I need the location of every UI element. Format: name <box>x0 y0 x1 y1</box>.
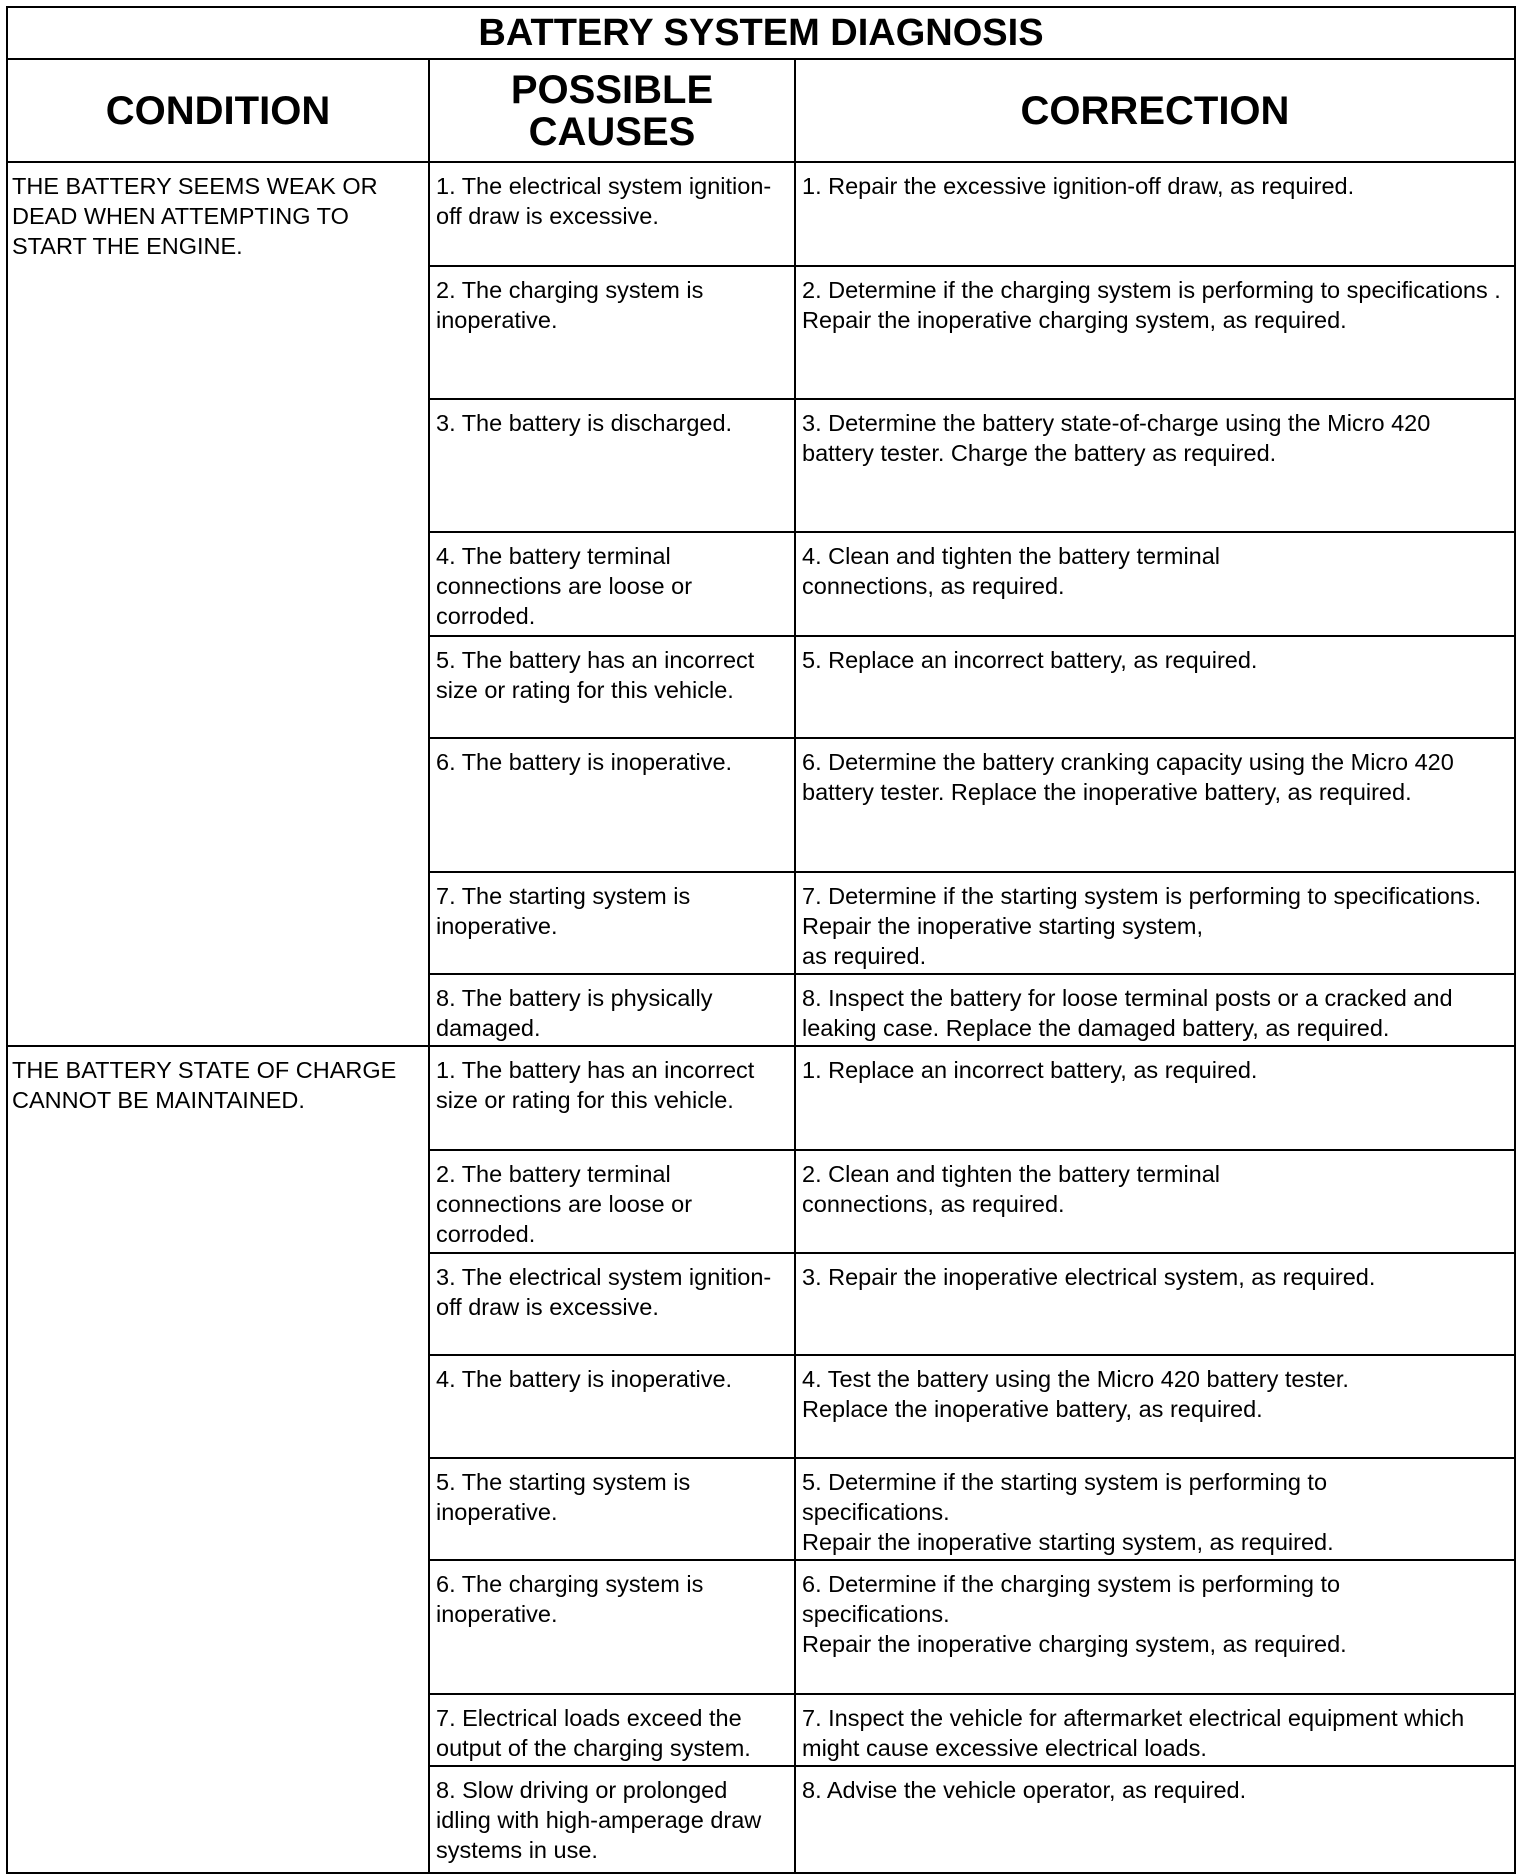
cause-cell: 5. The starting system is inoperative. <box>429 1458 795 1560</box>
correction-cell: 3. Repair the inoperative electrical system, as required. <box>795 1253 1515 1355</box>
correction-cell: 1. Replace an incorrect battery, as required. <box>795 1046 1515 1150</box>
cause-cell: 7. The starting system is inoperative. <box>429 872 795 974</box>
cause-cell: 2. The charging system is inoperative. <box>429 266 795 399</box>
correction-cell: 8. Advise the vehicle operator, as required. <box>795 1766 1515 1873</box>
cause-cell: 8. Slow driving or prolonged idling with high-amperage draw systems in use. <box>429 1766 795 1873</box>
header-condition: CONDITION <box>7 59 429 162</box>
cause-cell: 2. The battery terminal connections are loose or corroded. <box>429 1150 795 1253</box>
cause-cell: 4. The battery terminal connections are loose or corroded. <box>429 532 795 636</box>
table-title: BATTERY SYSTEM DIAGNOSIS <box>7 7 1515 59</box>
cause-cell: 4. The battery is inoperative. <box>429 1355 795 1458</box>
condition-cell: THE BATTERY SEEMS WEAK OR DEAD WHEN ATTEMPTING TO START THE ENGINE. <box>7 162 429 1046</box>
correction-cell: 6. Determine the battery cranking capacity using the Micro 420 battery tester. Replace the inoperative battery, as required. <box>795 738 1515 872</box>
cause-cell: 3. The battery is discharged. <box>429 399 795 532</box>
correction-cell: 1. Repair the excessive ignition-off draw, as required. <box>795 162 1515 266</box>
correction-cell: 4. Clean and tighten the battery terminal connections, as required. <box>795 532 1515 636</box>
cause-cell: 7. Electrical loads exceed the output of the charging system. <box>429 1694 795 1766</box>
cause-cell: 1. The electrical system ignition-off draw is excessive. <box>429 162 795 266</box>
cause-cell: 8. The battery is physically damaged. <box>429 974 795 1046</box>
correction-cell: 2. Determine if the charging system is performing to specifications . Repair the inoperative charging system, as required. <box>795 266 1515 399</box>
correction-cell: 8. Inspect the battery for loose terminal posts or a cracked and leaking case. Replace the damaged battery, as required. <box>795 974 1515 1046</box>
header-possible-causes: POSSIBLE CAUSES <box>429 59 795 162</box>
table-row <box>7 162 1515 266</box>
correction-cell: 4. Test the battery using the Micro 420 battery tester. Replace the inoperative battery, as required. <box>795 1355 1515 1458</box>
correction-cell: 5. Replace an incorrect battery, as required. <box>795 636 1515 738</box>
correction-cell: 3. Determine the battery state-of-charge using the Micro 420 battery tester. Charge the battery as required. <box>795 399 1515 532</box>
battery-diagnosis-table <box>6 6 1516 1874</box>
cause-cell: 5. The battery has an incorrect size or rating for this vehicle. <box>429 636 795 738</box>
correction-cell: 7. Determine if the starting system is performing to specifications. Repair the inoperative starting system, as required. <box>795 872 1515 974</box>
correction-cell: 7. Inspect the vehicle for aftermarket electrical equipment which might cause excessive electrical loads. <box>795 1694 1515 1766</box>
table-row <box>7 1046 1515 1150</box>
condition-cell: THE BATTERY STATE OF CHARGE CANNOT BE MAINTAINED. <box>7 1046 429 1873</box>
cause-cell: 1. The battery has an incorrect size or rating for this vehicle. <box>429 1046 795 1150</box>
header-correction: CORRECTION <box>795 59 1515 162</box>
correction-cell: 6. Determine if the charging system is performing to specifications. Repair the inoperative charging system, as required. <box>795 1560 1515 1694</box>
cause-cell: 3. The electrical system ignition-off draw is excessive. <box>429 1253 795 1355</box>
cause-cell: 6. The battery is inoperative. <box>429 738 795 872</box>
correction-cell: 2. Clean and tighten the battery terminal connections, as required. <box>795 1150 1515 1253</box>
cause-cell: 6. The charging system is inoperative. <box>429 1560 795 1694</box>
correction-cell: 5. Determine if the starting system is performing to specifications. Repair the inoperative starting system, as required. <box>795 1458 1515 1560</box>
